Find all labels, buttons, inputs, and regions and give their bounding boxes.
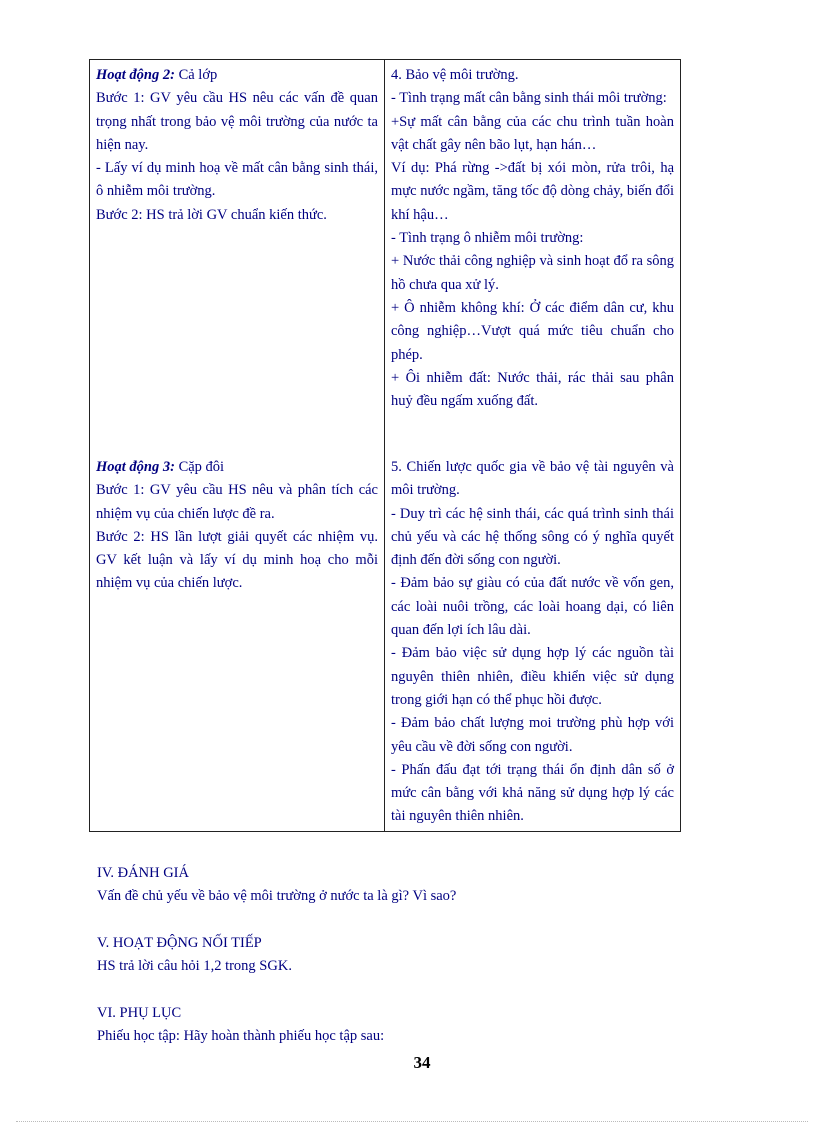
content-5-cell [385, 452, 681, 831]
content-text: - Tình trạng ô nhiễm môi trường: [391, 230, 584, 247]
content-text: + Ô nhiễm không khí: Ở các điểm dân cư, khu công nghiệp…Vượt quá mức tiêu chuẩn cho phép. [391, 299, 674, 363]
content-text: + Ôi nhiễm đất: Nước thải, rác thải sau phân huỷ đều ngấm xuống đất. [391, 369, 674, 410]
step-text: Bước 2: HS lần lượt giải quyết các nhiệm vụ. GV kết luận và lấy ví dụ minh hoạ cho mỗi nhiệm vụ của chiến lược. [96, 528, 378, 592]
content-text: Ví dụ: Phá rừng ->đất bị xói mòn, rửa trôi, hạ mực nước ngầm, tăng tốc độ dòng chảy, biến đổi khí hậu… [391, 160, 674, 223]
step-text: Bước 2: HS trả lời GV chuẩn kiến thức. [96, 206, 327, 223]
content-text: - Đảm bảo việc sử dụng hợp lý các nguồn tài nguyên thiên nhiên, điều khiển việc sử dụng trong giới hạn có thể phục hồi được. [391, 645, 674, 708]
content-text: - Đảm bảo chất lượng moi trường phù hợp với yêu cầu về đời sống con người. [391, 715, 674, 755]
step-text: - Lấy ví dụ minh hoạ về mất cân bằng sinh thái, ô nhiễm môi trường. [96, 160, 378, 200]
content-text: - Duy trì các hệ sinh thái, các quá trình sinh thái chủ yếu và các hệ thống sông có ý nghĩa quyết định đến đời sống con người. [391, 505, 674, 569]
content-heading: 4. Bảo vệ môi trường. [391, 67, 519, 83]
step-text: Bước 1: GV yêu cầu HS nêu và phân tích các nhiệm vụ của chiến lược đề ra. [96, 482, 378, 522]
content-4-cell [385, 60, 681, 453]
section-body: Phiếu học tập: Hãy hoàn thành phiếu học tập sau: [97, 1028, 385, 1044]
content-text: - Phấn đấu đạt tới trạng thái ổn định dân số ở mức cân bằng với khả năng sử dụng hợp lý các tài nguyên thiên nhiên. [391, 761, 674, 825]
content-text: - Đảm bảo sự giàu có của đất nước về vốn gen, các loài nuôi trồng, các loài hoang dại, có liên quan đến lợi ích lâu dài. [391, 575, 674, 639]
activity-mode: Cả lớp [174, 67, 218, 83]
section-heading: VI. PHỤ LỤC [97, 1005, 182, 1021]
content-heading: 5. Chiến lược quốc gia về bảo vệ tài nguyên và môi trường. [391, 459, 674, 499]
content-text: + Nước thải công nghiệp và sinh hoạt đổ ra sông hồ chưa qua xử lý. [391, 253, 674, 293]
lesson-table [89, 59, 681, 832]
step-text: Bước 1: GV yêu cầu HS nêu các vấn đề quan trọng nhất trong bảo vệ môi trường của nước ta hiện nay. [96, 90, 378, 153]
activity-3-cell [90, 452, 385, 831]
activity-2-cell [90, 60, 385, 453]
section-heading: IV. ĐÁNH GIÁ [97, 865, 189, 881]
activity-title: Hoạt động 3: [96, 459, 175, 475]
content-text: +Sự mất cân bằng của các chu trình tuần hoàn vật chất gây nên bão lụt, hạn hán… [391, 113, 674, 153]
content-text: - Tình trạng mất cân bằng sinh thái môi trường: [391, 90, 667, 107]
section-follow-up [97, 932, 292, 978]
table-row [90, 452, 681, 831]
activity-title: Hoạt động 2: [96, 67, 175, 83]
section-body: HS trả lời câu hỏi 1,2 trong SGK. [97, 958, 292, 974]
section-body: Vấn đề chủ yếu về bảo vệ môi trường ở nước ta là gì? Vì sao? [97, 888, 457, 904]
activity-mode: Cặp đôi [174, 459, 225, 475]
page-break-divider [16, 1121, 808, 1122]
section-appendix [97, 1002, 384, 1048]
section-evaluation [97, 862, 456, 908]
section-heading: V. HOẠT ĐỘNG NỐI TIẾP [97, 935, 262, 951]
table-row [90, 60, 681, 453]
page-number: 34 [413, 1053, 431, 1072]
